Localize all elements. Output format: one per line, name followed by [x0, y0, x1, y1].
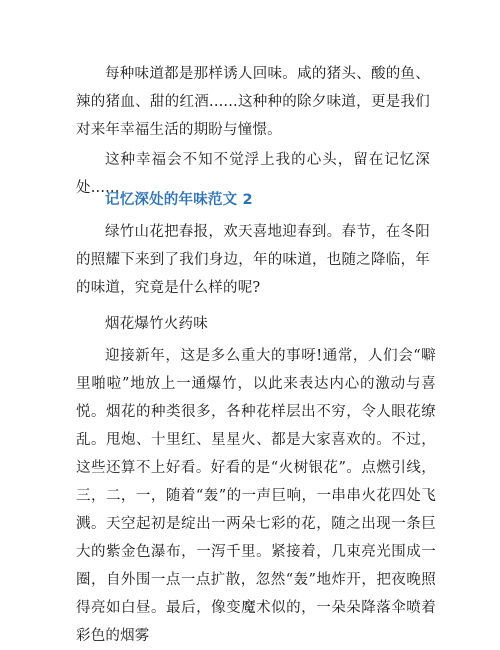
paragraph-subheading-fireworks: 烟花爆竹火药味 [105, 316, 208, 332]
paragraph-flavors: 每种味道都是那样诱人回味。咸的猪头、酸的鱼、辣的猪血、甜的红酒......这种种的除夕味道，更是我们对来年幸福生活的期盼与憧憬。 [76, 66, 430, 138]
paragraph-happiness: 这种幸福会不知不觉浮上我的心头，留在记忆深处...... [76, 152, 430, 196]
section-heading: 记忆深处的年味范文 2 [105, 192, 253, 208]
paragraph-fireworks: 迎接新年，这是多么重大的事呀!通常，人们会“噼里啪啦”地放上一通爆竹，以此来表达内心的激动与喜悦。烟花的种类很多，各种花样层出不穷，令人眼花缭乱。甩炮、十里红、星星火、都是大家喜欢的。不过，这些还算不上好看。好看的是“火树银花”。点燃引线，三，二，一，随着“轰”的一声巨响，一串串火花四处飞溅。天空起初是绽出一两朵七彩的花，随之出现一条巨大的紫金色瀑布，一泻千里。紧接着，几束亮光围成一圈，自外围一点一点扩散，忽然“轰”地炸开，把夜晚照得亮如白昼。最后，像变魔术似的，一朵朵降落伞喷着彩色的烟雾 [76, 348, 436, 644]
paragraph-spring-intro: 绿竹山花把春报，欢天喜地迎春到。春节，在冬阳的照耀下来到了我们身边，年的味道，也随之降临，年的味道，究竟是什么样的呢? [76, 224, 430, 296]
